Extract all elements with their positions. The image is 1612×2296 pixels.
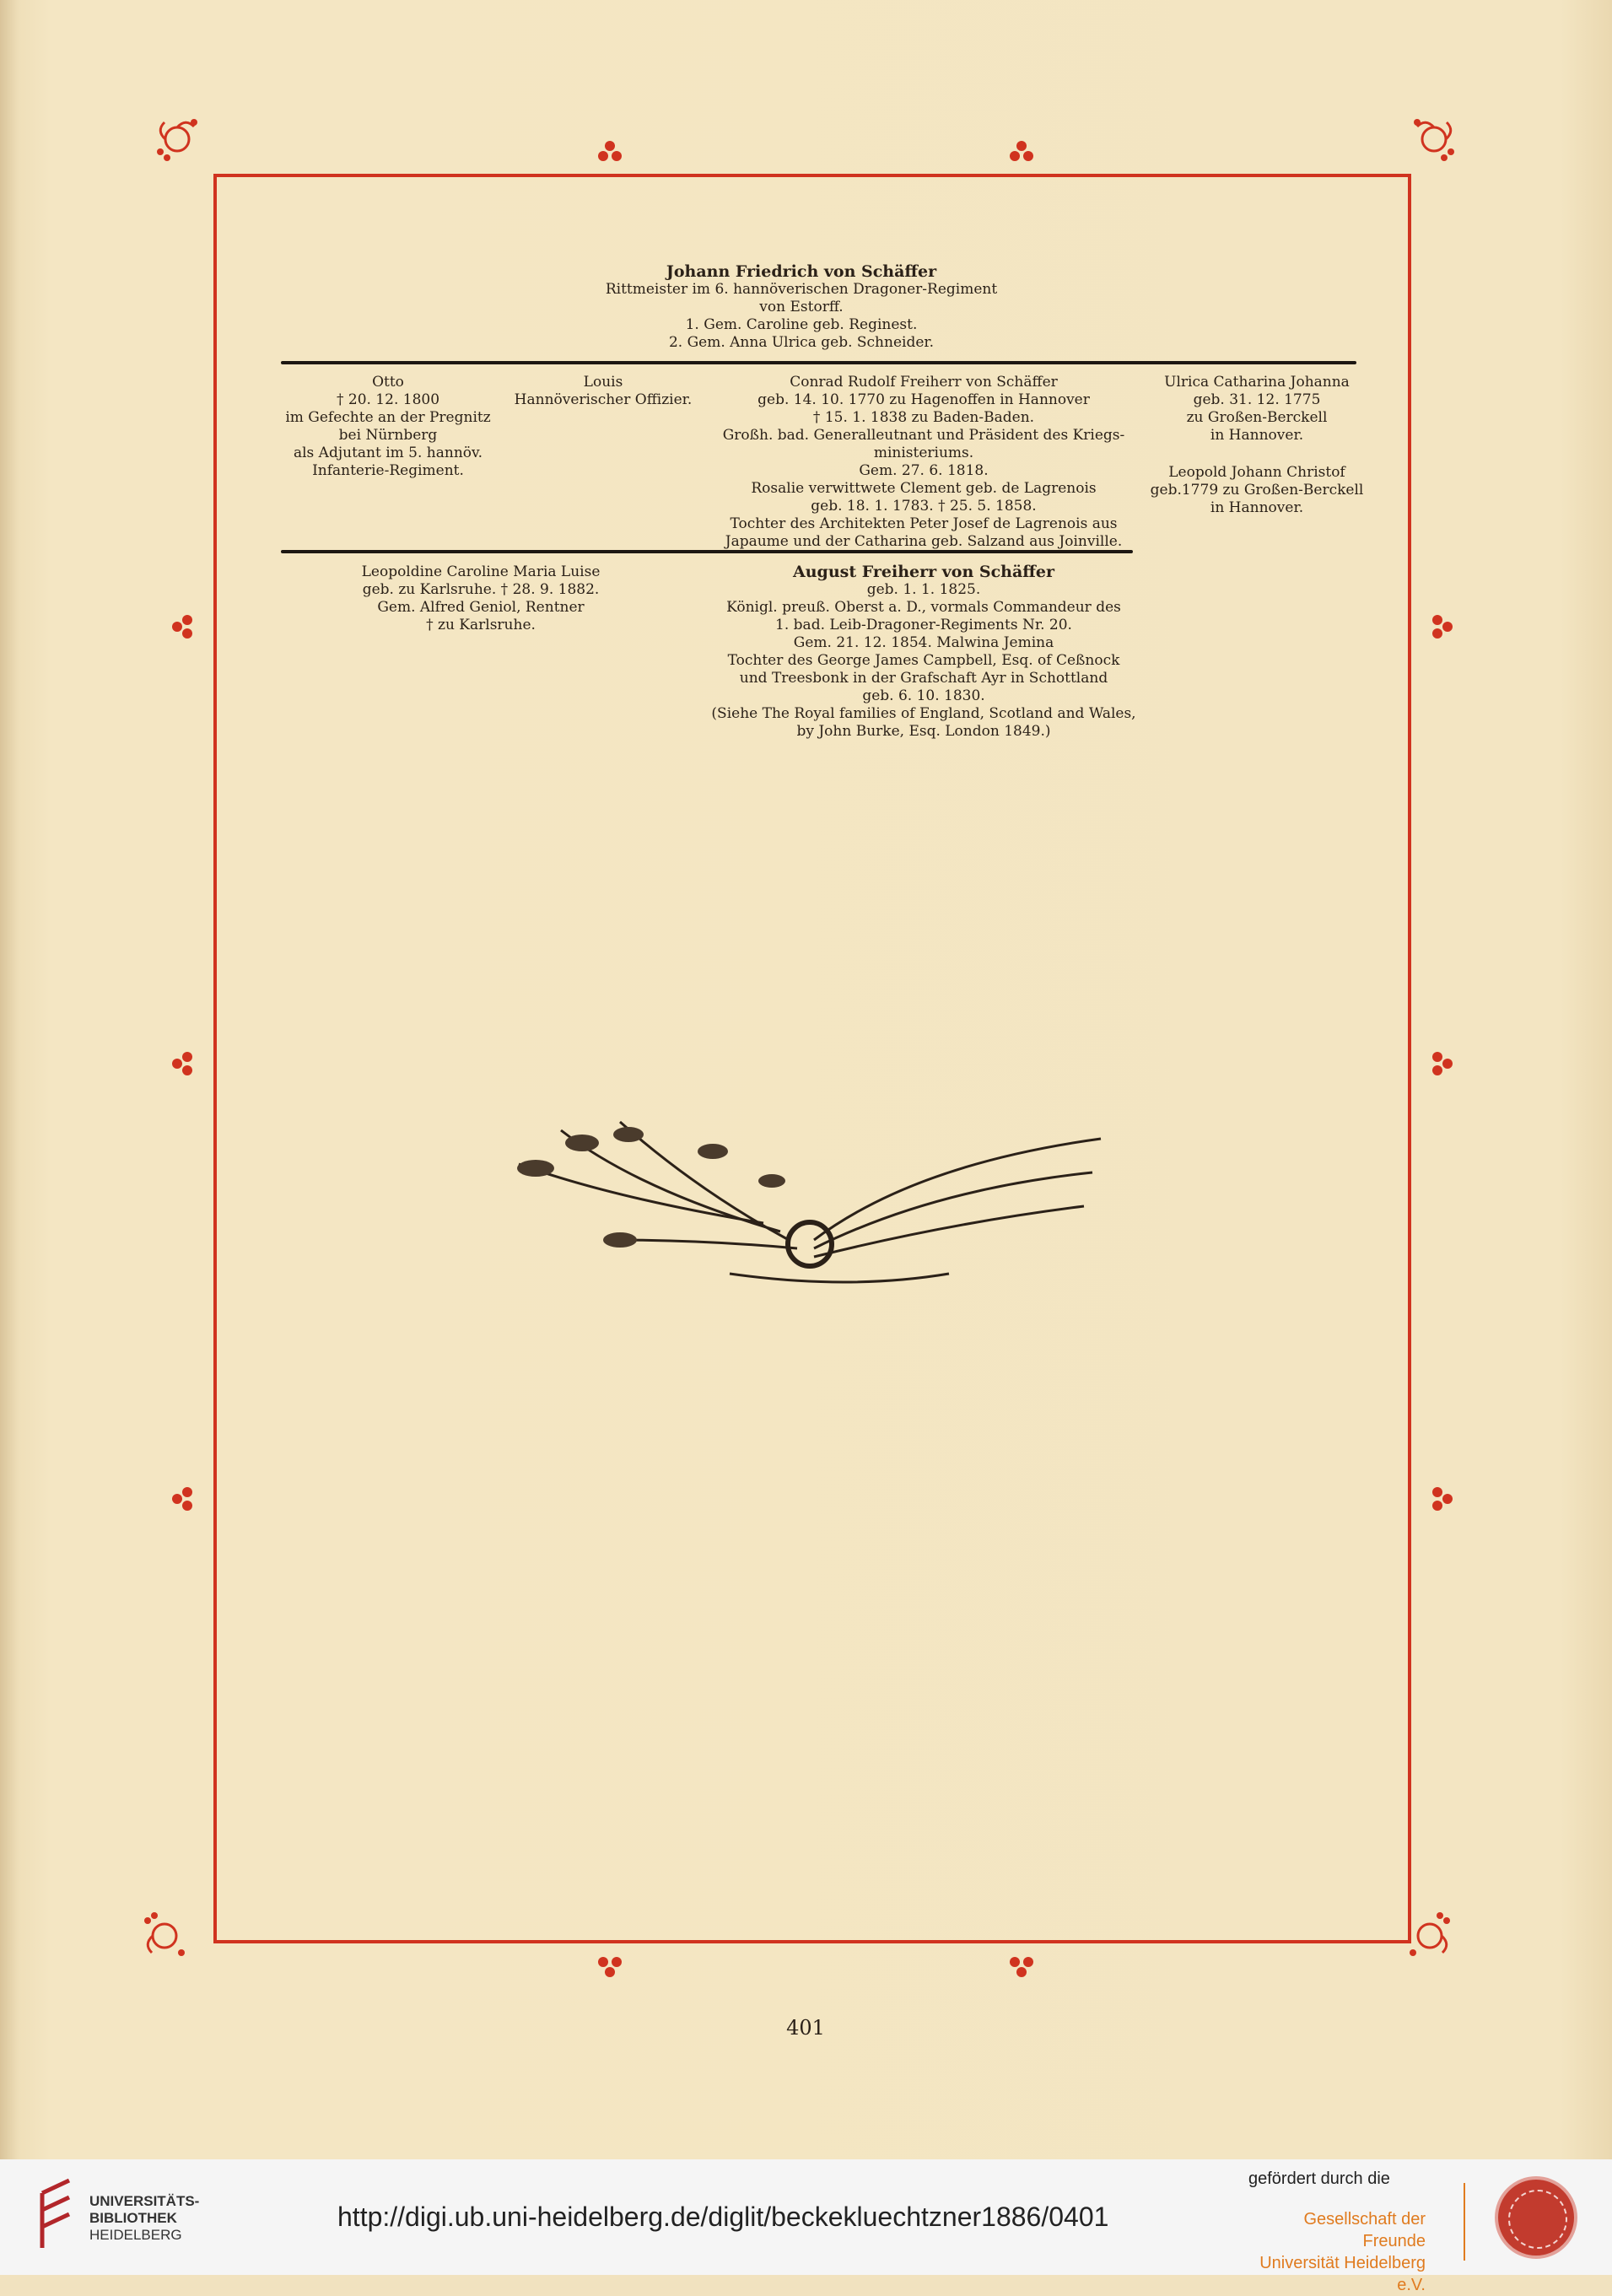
page-number: 401 [786,2016,825,2040]
header-line: Rittmeister im 6. hannöverischen Dragoner-Regiment [605,281,998,298]
entry-line: geb. 6. 10. 1830. [862,687,985,704]
entry-line: (Siehe The Royal families of England, Scotland and Wales, [711,705,1136,722]
entry-line: geb. zu Karlsruhe. † 28. 9. 1882. [362,581,600,598]
entry-line: Otto [372,374,404,391]
trefoil-ornament-icon [1006,137,1037,168]
corner-ornament-icon [139,1911,190,1961]
entry-line: Ulrica Catharina Johanna [1164,374,1350,391]
patriarch-name: Johann Friedrich von Schäffer [666,262,937,281]
trefoil-ornament-icon [169,1048,199,1079]
entry-line: † 15. 1. 1838 zu Baden-Baden. [812,409,1035,426]
entry-line: Infanterie-Regiment. [312,462,464,479]
entry-line: geb. 1. 1. 1825. [866,581,981,598]
entry-line: zu Großen-Berckell [1186,409,1328,426]
entry-line: in Hannover. [1210,499,1304,516]
trefoil-ornament-icon [595,137,625,168]
entry-line: Großh. bad. Generalleutnant und Präsident des Kriegs- [722,427,1125,444]
sponsor-line: Universität Heidelberg e.V. [1259,2254,1426,2294]
entry-line: bei Nürnberg [338,427,438,444]
university-seal-icon [1495,2176,1577,2259]
header-line: 1. Gem. Caroline geb. Reginest. [685,316,918,333]
entry-line: Tochter des Architekten Peter Josef de Lagrenois aus [730,515,1118,532]
trefoil-ornament-icon [169,1484,199,1514]
corner-ornament-icon [152,114,202,164]
header-line: 2. Gem. Anna Ulrica geb. Schneider. [668,334,935,351]
child-leopoldine [329,563,633,634]
trefoil-ornament-icon [169,612,199,642]
header-line: von Estorff. [759,299,844,315]
sponsor-line: Gesellschaft der Freunde [1303,2210,1426,2250]
entry-line: Gem. 21. 12. 1854. Malwina Jemina [793,634,1054,651]
entry-line: Hannöverischer Offizier. [514,391,693,408]
entry-line: geb. 31. 12. 1775 [1193,391,1321,408]
generation-rule [281,550,1133,553]
entry-line: im Gefechte an der Pregnitz [285,409,491,426]
trefoil-ornament-icon [1426,1048,1456,1079]
entry-line: Gem. Alfred Geniol, Rentner [377,599,585,616]
genealogy-header [506,263,1097,352]
august-name: August Freiherr von Schäffer [792,563,1054,581]
spouse-leopold [1147,464,1367,517]
entry-line: Königl. preuß. Oberst a. D., vormals Commandeur des [726,599,1121,616]
library-name-line: BIBLIOTHEK [89,2210,177,2226]
entry-line: † zu Karlsruhe. [426,617,536,633]
sponsor-label: gefördert durch die [1248,2169,1390,2188]
entry-line: 1. bad. Leib-Dragoner-Regiments Nr. 20. [775,617,1072,633]
trefoil-ornament-icon [1426,612,1456,642]
entry-line: Gem. 27. 6. 1818. [859,462,989,479]
corner-ornament-icon [1409,114,1459,164]
entry-line: Conrad Rudolf Freiherr von Schäffer [790,374,1058,391]
sponsor-name[interactable] [1257,2208,1426,2296]
child-august [709,563,1139,741]
entry-line: † 20. 12. 1800 [336,391,440,408]
entry-line: Louis [583,374,623,391]
entry-line: Rosalie verwittwete Clement geb. de Lagrenois [751,480,1097,497]
entry-line: by John Burke, Esq. London 1849.) [796,723,1051,740]
corner-ornament-icon [1404,1911,1455,1961]
divider [1464,2183,1465,2261]
trefoil-ornament-icon [595,1950,625,1981]
child-louis [498,374,709,409]
generation-rule [281,361,1356,364]
child-conrad [709,374,1139,551]
footer-bar [0,2159,1612,2294]
entry-line: geb. 18. 1. 1783. † 25. 5. 1858. [811,498,1037,515]
entry-line: in Hannover. [1210,427,1304,444]
library-name-line: HEIDELBERG [89,2227,182,2243]
leaf-bouquet-vignette-icon [510,1113,1109,1295]
library-name [89,2193,199,2244]
entry-line: Leopoldine Caroline Maria Luise [361,563,601,580]
entry-line: und Treesbonk in der Grafschaft Ayr in Schottland [739,670,1108,687]
university-library-logo-icon [35,2176,86,2252]
entry-line: geb. 14. 10. 1770 zu Hagenoffen in Hannover [757,391,1090,408]
entry-line: geb.1779 zu Großen-Berckell [1150,482,1364,499]
child-ulrica [1147,374,1367,445]
entry-line: Leopold Johann Christof [1168,464,1345,481]
permalink-url[interactable]: http://digi.ub.uni-heidelberg.de/diglit/beckekluechtzner1886/0401 [337,2202,1109,2232]
entry-line: ministeriums. [873,445,974,461]
library-name-line: UNIVERSITÄTS- [89,2193,200,2209]
trefoil-ornament-icon [1426,1484,1456,1514]
entry-line: als Adjutant im 5. hannöv. [293,445,483,461]
entry-line: Tochter des George James Campbell, Esq. of Ceßnock [727,652,1120,669]
trefoil-ornament-icon [1006,1950,1037,1981]
entry-line: Japaume und der Catharina geb. Salzand aus Joinville. [725,533,1123,550]
child-otto [249,374,527,480]
